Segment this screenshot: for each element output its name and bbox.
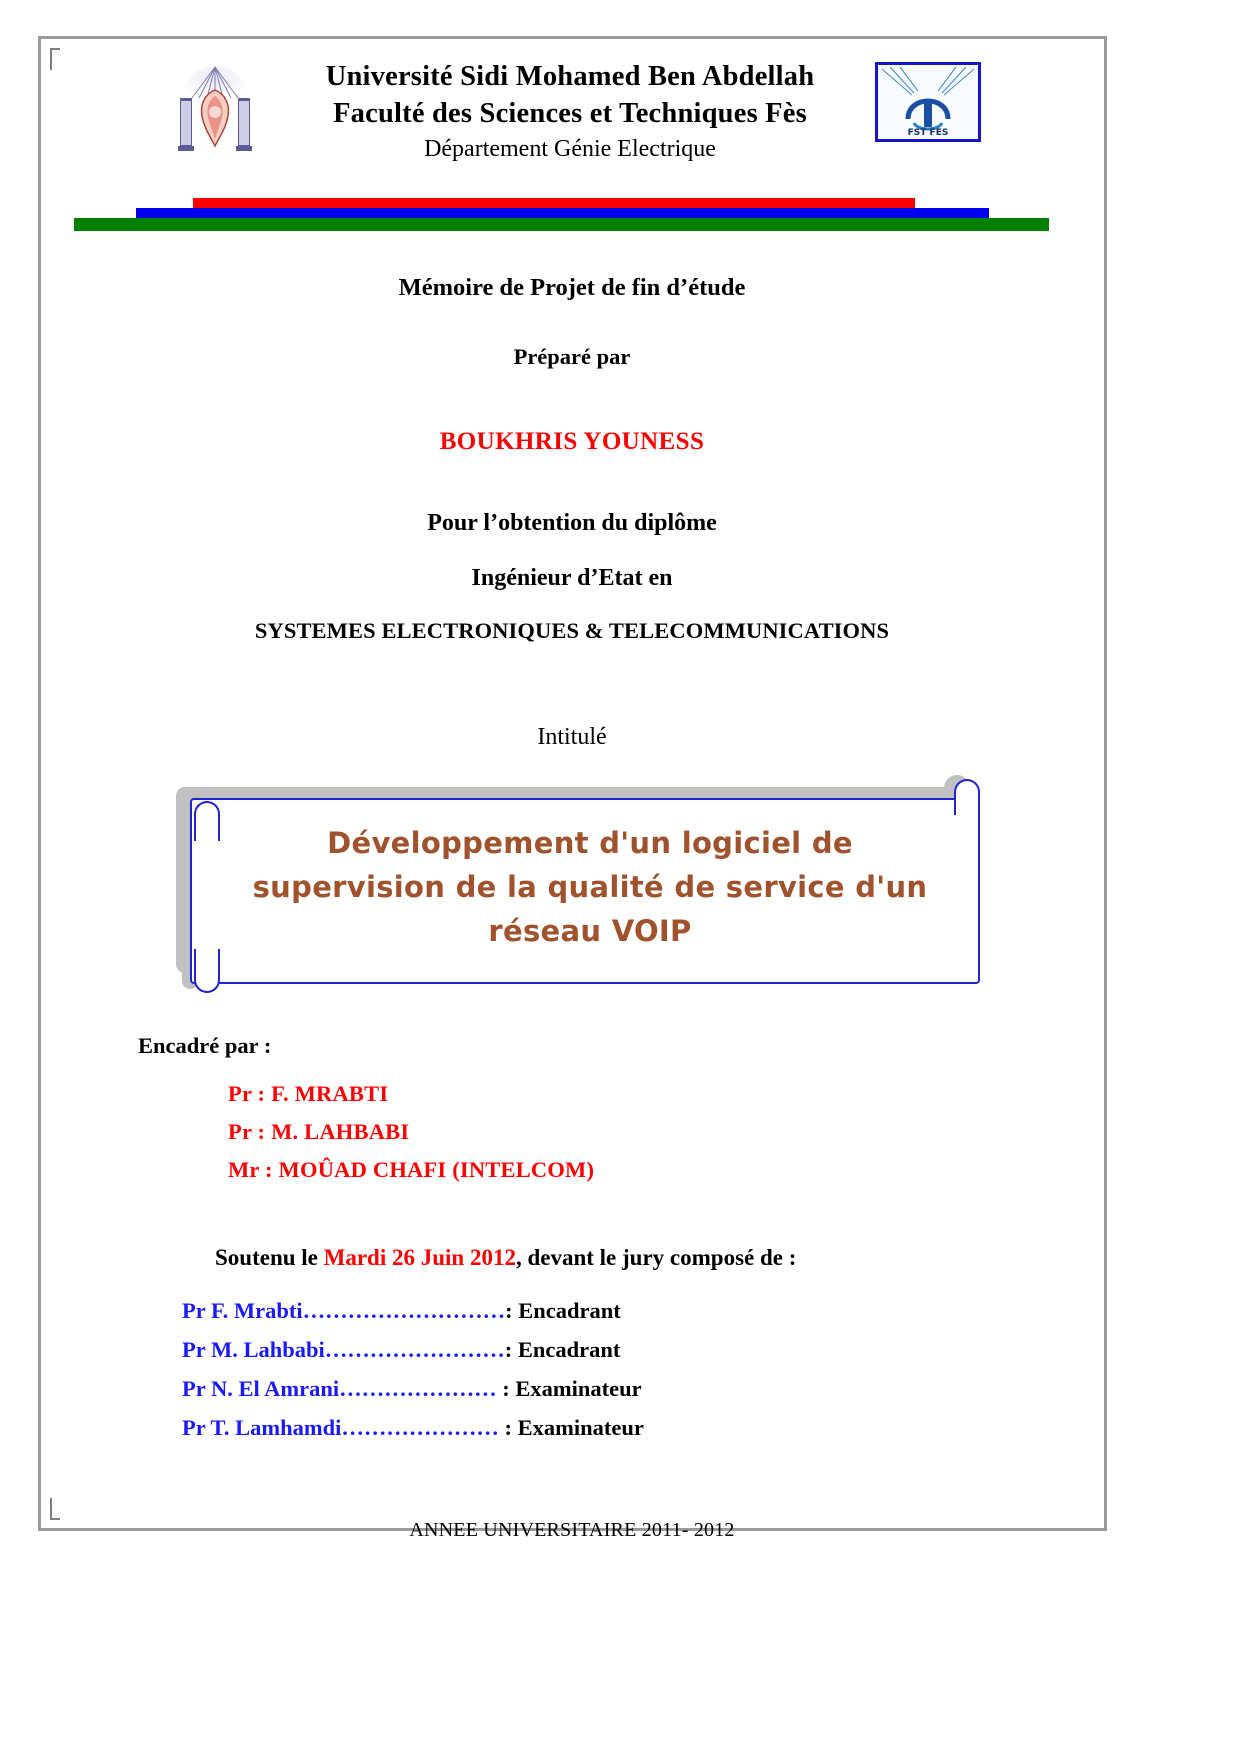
jury-role: : Examinateur: [496, 1376, 642, 1401]
project-title-banner: [60, 773, 1084, 1003]
defense-date: Mardi 26 Juin 2012: [323, 1245, 516, 1270]
faculty-name: Faculté des Sciences et Techniques Fès: [333, 98, 807, 129]
banner-curl-top-right: [954, 779, 980, 815]
defense-prefix: Soutenu le: [215, 1245, 324, 1270]
department-name: Département Génie Electrique: [424, 136, 716, 162]
project-title-line-3: réseau VOIP: [488, 914, 692, 948]
student-name: BOUKHRIS YOUNESS: [439, 428, 705, 455]
banner-curl-top-left: [194, 801, 220, 841]
tricolor-bars: [60, 194, 1084, 236]
supervisor-item: Mr : MOÛAD CHAFI (INTELCOM): [228, 1157, 595, 1182]
jury-title: Pr: [182, 1298, 206, 1323]
jury-dots: ………………………: [302, 1298, 506, 1323]
university-name: Université Sidi Mohamed Ben Abdellah: [325, 61, 815, 92]
jury-member-row: [182, 1408, 1084, 1447]
fst-fes-logo-icon: [875, 62, 981, 142]
supervisor-item: Pr : F. MRABTI: [228, 1081, 389, 1106]
jury-dots: …………………: [339, 1376, 497, 1401]
jury-title: Pr: [182, 1376, 206, 1401]
page-content: [60, 44, 1084, 1541]
fst-fes-logo-text: FST FES: [907, 128, 949, 138]
academic-year: ANNEE UNIVERSITAIRE 2011- 2012: [409, 1519, 735, 1541]
jury-name: T. Lamhamdi: [210, 1415, 342, 1440]
jury-member-row: [182, 1291, 1084, 1330]
memoire-line: Mémoire de Projet de fin d’étude: [398, 274, 746, 301]
specialization-line: SYSTEMES ELECTRONIQUES & TELECOMMUNICATIONS: [254, 618, 890, 643]
prepare-par-line: Préparé par: [513, 344, 631, 369]
jury-dots: …………………: [341, 1415, 499, 1440]
jury-list: [182, 1291, 1084, 1447]
jury-name: F. Mrabti: [210, 1298, 303, 1323]
defense-line: [215, 1245, 1084, 1271]
degree-line: Ingénieur d’Etat en: [471, 565, 673, 591]
jury-member-row: [182, 1330, 1084, 1369]
diploma-line: Pour l’obtention du diplôme: [427, 510, 717, 536]
intitule-label: Intitulé: [537, 724, 607, 750]
banner-curl-bottom-left: [194, 949, 220, 993]
supervisor-item: Pr : M. LAHBABI: [228, 1119, 410, 1144]
university-titles: [240, 58, 900, 166]
jury-name: N. El Amrani: [210, 1376, 340, 1401]
jury-name: M. Lahbabi: [210, 1337, 325, 1362]
jury-dots: ……………………: [324, 1337, 505, 1362]
project-title-text: [220, 821, 960, 953]
defense-suffix: , devant le jury composé de :: [515, 1245, 797, 1270]
jury-role: : Encadrant: [504, 1337, 621, 1362]
jury-member-row: [182, 1369, 1084, 1408]
supervisors-list: [228, 1075, 1084, 1189]
document-header: [60, 44, 1084, 194]
project-title-line-1: Développement d'un logiciel de: [327, 826, 853, 860]
bar-green: [74, 218, 1049, 231]
supervised-by-label: Encadré par :: [138, 1033, 272, 1058]
jury-title: Pr: [182, 1415, 206, 1440]
jury-role: : Encadrant: [505, 1298, 621, 1323]
project-title-line-2: supervision de la qualité de service d'un: [252, 870, 928, 904]
jury-title: Pr: [182, 1337, 206, 1362]
jury-role: : Examinateur: [498, 1415, 644, 1440]
title-block: [60, 274, 1084, 751]
